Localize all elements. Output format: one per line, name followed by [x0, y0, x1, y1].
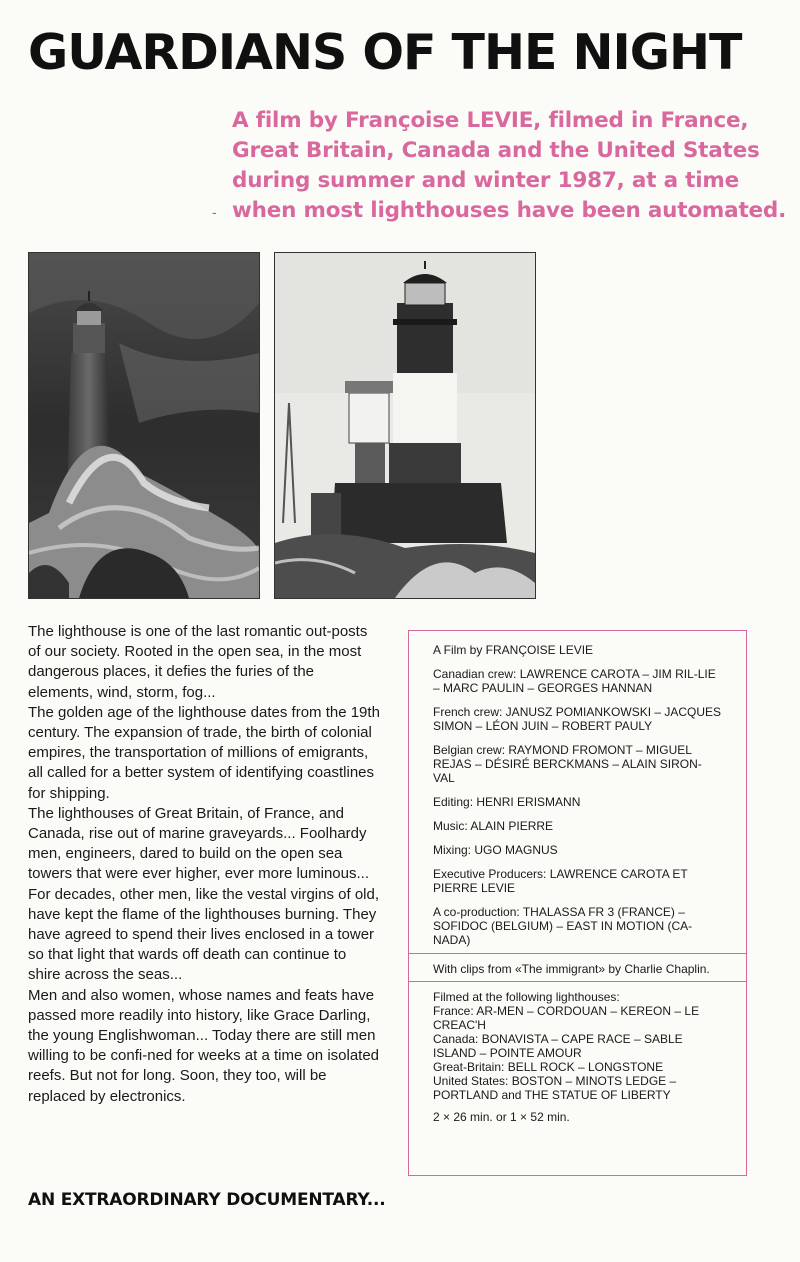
clips-note: With clips from «The immigrant» by Charlie Chaplin. — [433, 962, 710, 976]
credit-entry: Mixing: UGO MAGNUS — [433, 843, 558, 857]
body-paragraph: The lighthouses of Great Britain, of France, and Canada, rise out of marine graveyards... Foolhardy men, engineers, dared to build on the open sea towers that were ever higher, ever more luminous... — [28, 804, 369, 883]
lighthouses-heading: Filmed at the following lighthouses: — [433, 990, 620, 1004]
body-paragraph: The golden age of the lighthouse dates from the 19th century. The expansion of trade, the birth of colonial empires, the transportation of millions of emigrants, all called for a better system of identifying coastlines for shipping. — [28, 703, 380, 802]
lighthouse-list-item: France: AR-MEN – CORDOUAN – KEREON – LE CREAC'H — [433, 1004, 700, 1032]
footer-tagline: AN EXTRAORDINARY DOCUMENTARY... — [28, 1190, 386, 1210]
striped-lighthouse-photo-image — [274, 252, 536, 599]
credit-entry: Music: ALAIN PIERRE — [433, 819, 554, 833]
credit-entry: Canadian crew: LAWRENCE CAROTA – JIM RIL-LIE – MARC PAULIN – GEORGES HANNAN — [433, 667, 716, 695]
duration-text: 2 × 26 min. or 1 × 52 min. — [433, 1110, 570, 1124]
storm-lighthouse-engraving-image — [28, 252, 260, 599]
body-paragraph: For decades, other men, like the vestal virgins of old, have kept the flame of the lighthouses burning. They have agreed to spend their lives enclosed in a tower so that light that wards off death can continue to shire across the seas... — [28, 885, 380, 984]
film-subtitle: A film by Françoise LEVIE, filmed in France, Great Britain, Canada and the United States during summer and winter 1987, at a time when most lighthouses have been automated. — [232, 108, 787, 223]
lighthouse-list-item: Canada: BONAVISTA – CAPE RACE – SABLE ISLAND – POINTE AMOUR — [433, 1032, 683, 1060]
credit-entry: Editing: HENRI ERISMANN — [433, 795, 581, 809]
body-paragraph: The lighthouse is one of the last romantic out-posts of our society. Rooted in the open sea, in the most dangerous places, it defies the furies of the elements, wind, storm, fog... — [28, 623, 368, 701]
credit-entry: French crew: JANUSZ POMIANKOWSKI – JACQUES SIMON – LÉON JUIN – ROBERT PAULY — [433, 705, 722, 733]
decorative-dash: - — [212, 204, 217, 220]
body-text — [28, 622, 380, 1107]
credits-crew-section — [409, 631, 746, 953]
credit-entry: Executive Producers: LAWRENCE CAROTA ET PIERRE LEVIE — [433, 867, 688, 895]
lighthouse-list-item: Great-Britain: BELL ROCK – LONGSTONE — [433, 1060, 664, 1074]
credits-lighthouses-section — [409, 982, 746, 1124]
credit-entry: A co-production: THALASSA FR 3 (FRANCE) – SOFIDOC (BELGIUM) – EAST IN MOTION (CA-NADA) — [433, 905, 693, 947]
lighthouse-list-item: United States: BOSTON – MINOTS LEDGE – PORTLAND and THE STATUE OF LIBERTY — [433, 1074, 677, 1102]
credits-box — [408, 630, 747, 1176]
page-title: GUARDIANS OF THE NIGHT — [28, 24, 742, 81]
body-paragraph: Men and also women, whose names and feats have passed more readily into history, like Grace Darling, the young Englishwoman... Today there are still men willing to be confi-ned for weeks at a time on isolated reefs. But not for long. Soon, they too, will be replaced by electronics. — [28, 986, 380, 1105]
credit-entry: A Film by FRANÇOISE LEVIE — [433, 643, 594, 657]
credits-clips-section — [409, 954, 746, 981]
credit-entry: Belgian crew: RAYMOND FROMONT – MIGUEL REJAS – DÉSIRÉ BERCKMANS – ALAIN SIRON-VAL — [433, 743, 702, 785]
